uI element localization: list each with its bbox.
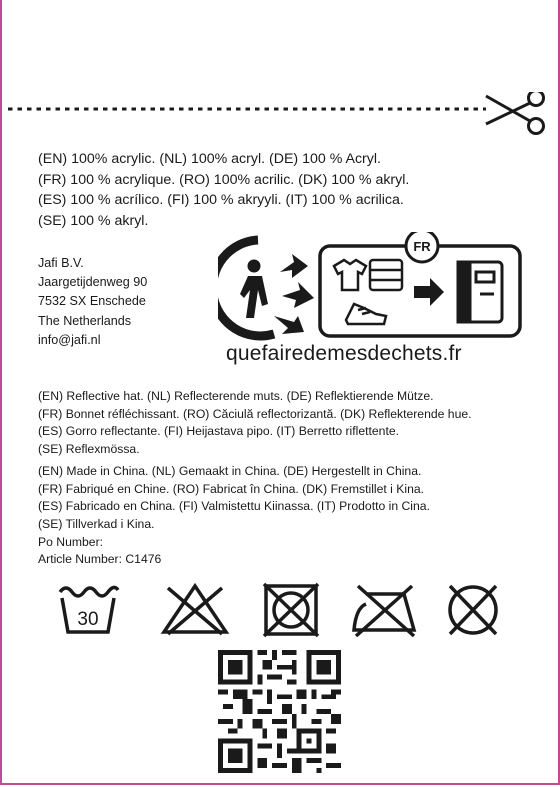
triman-logo <box>218 232 528 342</box>
product-info <box>38 388 548 569</box>
address-line: The Netherlands <box>38 313 132 328</box>
product-line: (SE) Reflexmössa. <box>38 442 140 457</box>
do-not-bleach-icon <box>160 582 230 638</box>
scissors-icon <box>486 92 544 134</box>
composition-line: (FR) 100 % acrylique. (RO) 100% acrilic. (DK) 100 % akryl. <box>38 171 410 188</box>
care-symbols <box>56 582 506 642</box>
wash-temperature: 30 <box>77 609 99 630</box>
fr-badge: FR <box>413 239 431 254</box>
origin-line: (ES) Fabricado en China. (FI) Valmistettu Kiinassa. (IT) Prodotto in Cina. <box>38 499 430 514</box>
po-number: Po Number: <box>38 534 104 549</box>
do-not-dryclean-icon <box>442 582 504 638</box>
do-not-tumble-dry-icon <box>260 582 322 638</box>
composition-text <box>38 149 538 231</box>
address-line: Jaargetijdenweg 90 <box>38 275 148 290</box>
composition-line: (ES) 100 % acrílico. (FI) 100 % akryyli. (IT) 100 % acrilica. <box>38 192 404 209</box>
origin-line: (FR) Fabriqué en Chine. (RO) Fabricat în China. (DK) Fremstillet i Kina. <box>38 481 425 496</box>
cut-line <box>8 92 558 142</box>
article-number: Article Number: C1476 <box>38 552 162 567</box>
qr-code-icon[interactable] <box>218 650 341 773</box>
recycling-website[interactable]: quefairedemesdechets.fr <box>226 342 462 365</box>
email-link[interactable]: info@jafi.nl <box>38 332 101 347</box>
address-line: Jafi B.V. <box>38 256 84 270</box>
triman-icon <box>218 240 314 336</box>
product-line: (FR) Bonnet réfléchissant. (RO) Căciulă reflectorizantă. (DK) Reflekterende hue. <box>38 406 472 421</box>
origin-line: (SE) Tillverkad i Kina. <box>38 516 155 531</box>
product-line: (ES) Gorro reflectante. (FI) Heijastava pipo. (IT) Berretto riflettente. <box>38 424 400 439</box>
product-line: (EN) Reflective hat. (NL) Reflecterende muts. (DE) Reflektierende Mütze. <box>38 389 434 403</box>
address-line: 7532 SX Enschede <box>38 294 146 309</box>
company-address <box>38 254 147 350</box>
do-not-iron-icon <box>348 582 420 638</box>
composition-line: (EN) 100% acrylic. (NL) 100% acryl. (DE) 100 % Acryl. <box>38 151 381 167</box>
composition-line: (SE) 100 % akryl. <box>38 212 149 229</box>
wash-30-icon <box>56 582 120 638</box>
origin-line: (EN) Made in China. (NL) Gemaakt in China. (DE) Hergestellt in China. <box>38 463 422 478</box>
